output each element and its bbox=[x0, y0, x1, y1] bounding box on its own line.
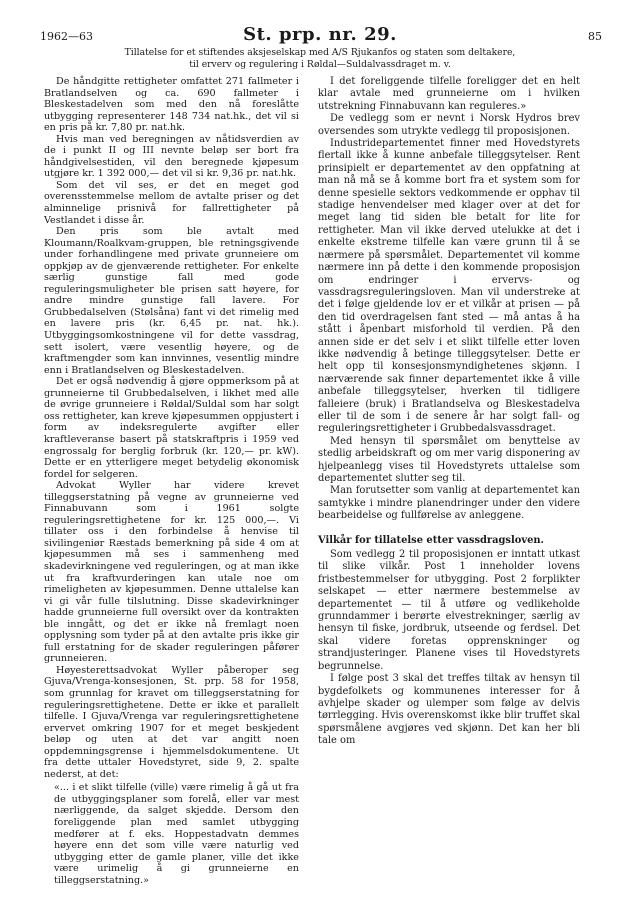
running-subtitle bbox=[80, 47, 560, 70]
paragraph: I det foreliggende tilfelle foreligger det en helt klar avtale med grunneierne om i hvilken utstrekning Finnabuvann kan reguleres.» bbox=[318, 76, 580, 112]
paragraph: Industridepartementet finner med Hovedstyrets flertall ikke å kunne anbefale tilleggsytelser. Rent prinsipielt er departementet av den oppfatning at man nå må se å komme bort fra et system som for denne spesielle sektors vedkommende er opphav til stadige henvendelser med klager over at det for meget lang tid siden ble betalt for lite for rettigheter. Man vil ikke derved utelukke at det i enkelte ekstreme tilfelle kan være grunn til å se nærmere på spørsmålet. Departementet vil komme nærmere inn på dette i den kommende proposisjon om endringer i ervervs- og vassdragsreguleringsloven. Man vil understreke at det i følge gjeldende lov er et vilkår at prisen — på den tid overdragelsen fant sted — må antas å ha stått i åpenbart misforhold til verdien. På den annen side er det selv i et slikt tilfelle etter loven ikke nødvendig å betinge tilleggsytelser. Dette er helt opp til konsesjonsmyndighetenes skjønn. I nærværende sak finner departementet ikke å ville anbefale tilleggsytelser, hverken til tidligere falleiere (bruk) i Bratlandselva og Bleskestadelva eller til de som i de senere år har solgt fall- og reguleringsrettigheter i Grubbedalsvassdraget. bbox=[318, 138, 580, 435]
document-title: St. prp. nr. 29. bbox=[243, 24, 397, 45]
paragraph: Det er også nødvendig å gjøre oppmerksom på at grunneierne til Grubbedalselven, i likhet med alle de øvrige grunneiere i Røldal/Suldal som har solgt oss rettigheter, kan kreve kjøpesummen oppjustert i form av indeksregulerte avgifter eller kraftleveranse basert på statskraftpris i 1959 ved engrossalg for berglig forbruk (kr. 120,— pr. kW). Dette er en ytterligere meget betydelig økonomisk fordel for selgeren. bbox=[44, 376, 299, 480]
page-number: 85 bbox=[588, 30, 602, 43]
subtitle-line-2: til erverv og regulering i Røldal—Suldalvassdraget m. v. bbox=[189, 58, 451, 70]
paragraph: Med hensyn til spørsmålet om benyttelse av stedlig arbeidskraft og om mer varig disponering av hjelpeanlegg vises til Hovedstyrets uttalelse som departementet slutter seg til. bbox=[318, 435, 580, 484]
paragraph: Hvis man ved beregningen av nåtidsverdien av de i punkt II og III nevnte beløp ser bort fra håndgivelsestiden, vil den beregnede kjøpesum utgjøre kr. 1 392 000,— det vil si kr. 9,36 pr. nat.hk. bbox=[44, 133, 299, 180]
left-column bbox=[44, 76, 299, 886]
paragraph: De vedlegg som er nevnt i Norsk Hydros brev oversendes som utrykte vedlegg til proposisjonen. bbox=[318, 113, 580, 137]
paragraph: De håndgitte rettigheter omfattet 271 fallmeter i Bratlandselven og ca. 690 fallmeter i Bleskestadelven som med den nå foreslåtte utbygging representerer 148 734 nat.hk., det vil si en pris på kr. 7,80 pr. nat.hk. bbox=[44, 76, 299, 134]
paragraph: Den pris som ble avtalt med Kloumann/Roalkvam-gruppen, ble retningsgivende under forhandlingene med private grunneiere om oppkjøp av de gjenværende rettigheter. For enkelte særlig gunstige fall med gode reguleringsmuligheter ble prisen satt høyere, for andre mindre gunstige fall lavere. For Grubbedalselven (Stølsåna) fant vi det rimelig med en lavere pris (kr. 6,45 pr. nat. hk.). Utbyggingsomkostningene vil for dette vassdrag, sett isolert, være vesentlig høyere, og de kraftmengder som kan innvinnes, vesentlig mindre enn i Bratlandselven og Bleskestadelven. bbox=[44, 226, 299, 376]
paragraph: I følge post 3 skal det treffes tiltak av hensyn til bygdefolkets og kommunenes interesser for å avhjelpe skader og ulemper som følge av delvis tørrlegging. Hvis overenskomst ikke blir truffet skal spørsmålene avgjøres ved skjønn. Det kan her bli tale om bbox=[318, 673, 580, 747]
paragraph: Advokat Wyller har videre krevet tilleggserstatning på vegne av grunneierne ved Finnabuvann som i 1961 solgte reguleringsrettighetene for kr. 125 000,—. Vi tillater oss i den forbindelse å henvise til sivilingeniør Ræstads bemerkning på side 4 om at kjøpesummen må ses i sammenheng med skadevirkningene ved reguleringen, og at man ikke ut fra kraftvurderingen kan utale noe om rimeligheten av kjøpesummen. Denne uttalelse kan vi gi vår fulle tilslutning. Disse skadevirkninger hadde grunneierne full oversikt over da kontrakten ble inngått, og det er ikke nå fremlagt noen opplysning som tyder på at den avtalte pris ikke gir full erstatning for de skader reguleringen påfører grunneieren. bbox=[44, 480, 299, 665]
right-column bbox=[318, 76, 580, 748]
subtitle-line-1: Tillatelse for et stiftendes aksjeselskap med A/S Rjukanfos og staten som deltakere, bbox=[124, 47, 516, 58]
section-heading: Vilkår for tillatelse etter vassdragsloven. bbox=[318, 534, 544, 546]
paragraph: Som vedlegg 2 til proposisjonen er inntatt utkast til slike vilkår. Post 1 inneholder lovens fristbestemmelser for utbygging. Post 2 forplikter selskapet — etter nærmere bestemmelse av departementet — til å utføre og vedlikeholde grunndammer i berørte elvestrekninger, særlig av hensyn til fiske, jordbruk, utseende og ferdsel. Det skal videre foretas opprenskninger og strandjusteringer. Planene vises til Hovedstyrets begrunnelse. bbox=[318, 549, 580, 672]
header-year-range: 1962—63 bbox=[40, 30, 93, 43]
paragraph: Høyesterettsadvokat Wyller påberoper seg Gjuva/Vrenga-konsesjonen, St. prp. 58 for 1958, som grunnlag for kravet om tilleggserstatning for reguleringsrettighetene. Dette er ikke et parallelt tilfelle. I Gjuva/Vrenga var reguleringsrettighetene ervervet omkring 1907 for et meget beskjedent beløp og uten at det var angitt noen oppdemningsgrense i hjemmelsdokumentene. Ut fra dette uttaler Hovedstyret, side 9, 2. spalte nederst, at det: bbox=[44, 664, 299, 780]
paragraph: Som det vil ses, er det en meget god overensstemmelse mellom de avtalte priser og det alminnelige prisnivå for fallrettigheter på Vestlandet i disse år. bbox=[44, 179, 299, 226]
block-quote: «... i et slikt tilfelle (ville) være rimelig å gå ut fra de utbyggingsplaner som forelå, eller var mest nærliggende, da salget skjedde. Dersom den foreliggende plan med samlet utbygging medfører at f. eks. Hoppestadvatn demmes høyere enn det som ville være naturlig ved utbygging etter de gamle planer, ville det ikke være urimelig å gi grunneierne en tilleggserstatning.» bbox=[54, 782, 299, 886]
paragraph: Man forutsetter som vanlig at departementet kan samtykke i mindre planendringer under den videre bearbeidelse og fullførelse av anleggene. bbox=[318, 485, 580, 522]
